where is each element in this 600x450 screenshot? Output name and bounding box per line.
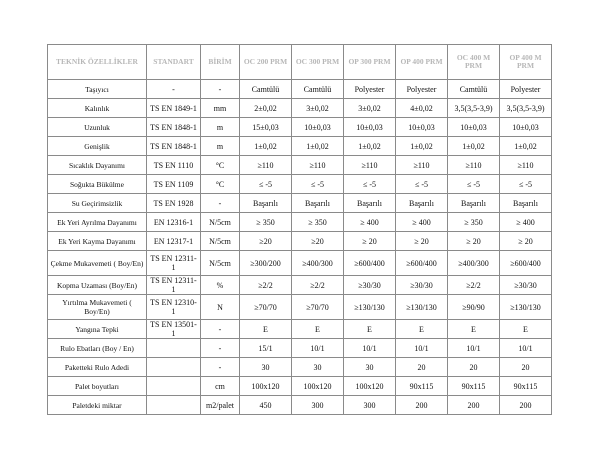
table-cell: mm (201, 99, 240, 118)
table-cell: ≥110 (292, 156, 344, 175)
table-row (48, 358, 552, 377)
table-row (48, 320, 552, 339)
table-cell: TS EN 1928 (147, 194, 201, 213)
table-cell: 1±0,02 (448, 137, 500, 156)
table-row (48, 194, 552, 213)
table-cell: - (201, 80, 240, 99)
table-cell (147, 339, 201, 358)
header-row (48, 45, 552, 80)
table-cell: 300 (344, 396, 396, 415)
table-cell: ≥ 20 (448, 232, 500, 251)
table-cell: Polyester (500, 80, 552, 99)
table-cell: ≥2/2 (292, 276, 344, 295)
row-label-cell: Kopma Uzaması (Boy/En) (48, 276, 147, 295)
table-row (48, 175, 552, 194)
table-cell: 200 (448, 396, 500, 415)
table-cell: ≥20 (240, 232, 292, 251)
table-cell: E (500, 320, 552, 339)
table-cell: - (201, 358, 240, 377)
table-row (48, 156, 552, 175)
table-cell: N (201, 295, 240, 320)
table-cell: ≥ 20 (344, 232, 396, 251)
table-cell: N/5cm (201, 232, 240, 251)
table-cell: ≥ 400 (344, 213, 396, 232)
table-cell: ≥130/130 (396, 295, 448, 320)
spec-table-body (48, 80, 552, 415)
table-cell: 10±0,03 (448, 118, 500, 137)
table-cell: ≥ 350 (292, 213, 344, 232)
header-op-300-prm: OP 300 PRM (344, 45, 396, 80)
row-label-cell: Paletdeki miktar (48, 396, 147, 415)
table-cell: - (201, 194, 240, 213)
table-cell: TS EN 1848-1 (147, 118, 201, 137)
table-cell: m (201, 118, 240, 137)
row-label-cell: Soğukta Bükülme (48, 175, 147, 194)
table-cell: 90x115 (448, 377, 500, 396)
row-label-cell: Çekme Mukavemeti ( Boy/En) (48, 251, 147, 276)
table-cell: TS EN 1109 (147, 175, 201, 194)
table-cell: ≥130/130 (500, 295, 552, 320)
table-cell: 100x120 (292, 377, 344, 396)
header-oc-400-m-prm: OC 400 M PRM (448, 45, 500, 80)
table-cell: TS EN 1849-1 (147, 99, 201, 118)
table-cell: ≥30/30 (344, 276, 396, 295)
table-cell: 10/1 (500, 339, 552, 358)
table-cell: 30 (240, 358, 292, 377)
table-cell: 20 (500, 358, 552, 377)
row-label-cell: Ek Yeri Ayrılma Dayanımı (48, 213, 147, 232)
table-cell: ≥ 20 (396, 232, 448, 251)
table-cell: EN 12317-1 (147, 232, 201, 251)
table-cell: 3±0,02 (344, 99, 396, 118)
row-label-cell: Yırtılma Mukavemeti ( Boy/En) (48, 295, 147, 320)
table-cell: ≥2/2 (240, 276, 292, 295)
header-technical-specs: TEKNİK ÖZELLİKLER (48, 45, 147, 80)
table-cell: - (201, 320, 240, 339)
table-cell: ≥300/200 (240, 251, 292, 276)
table-cell: EN 12316-1 (147, 213, 201, 232)
row-label-cell: Yangına Tepki (48, 320, 147, 339)
table-row (48, 118, 552, 137)
table-cell: ≥ 350 (240, 213, 292, 232)
table-cell: 100x120 (344, 377, 396, 396)
table-cell: 300 (292, 396, 344, 415)
table-cell: ≥110 (240, 156, 292, 175)
table-cell: ≥600/400 (344, 251, 396, 276)
table-row (48, 213, 552, 232)
table-cell: ≤ -5 (448, 175, 500, 194)
row-label-cell: Ek Yeri Kayma Dayanımı (48, 232, 147, 251)
table-cell (147, 396, 201, 415)
header-op-400-m-prm: OP 400 M PRM (500, 45, 552, 80)
table-cell: 100x120 (240, 377, 292, 396)
table-cell: 1±0,02 (240, 137, 292, 156)
table-row (48, 251, 552, 276)
table-cell: 2±0,02 (240, 99, 292, 118)
table-cell: TS EN 12311-1 (147, 276, 201, 295)
table-cell: ≥70/70 (240, 295, 292, 320)
table-cell: 10/1 (396, 339, 448, 358)
table-cell: ≥20 (292, 232, 344, 251)
table-row (48, 276, 552, 295)
table-cell: 30 (292, 358, 344, 377)
table-cell: 10±0,03 (500, 118, 552, 137)
row-label-cell: Su Geçirimsizlik (48, 194, 147, 213)
table-cell: ≥400/300 (292, 251, 344, 276)
table-cell: 15±0,03 (240, 118, 292, 137)
table-cell: m (201, 137, 240, 156)
table-cell: ≥600/400 (396, 251, 448, 276)
header-unit: BİRİM (201, 45, 240, 80)
table-cell: TS EN 12311-1 (147, 251, 201, 276)
row-label-cell: Taşıyıcı (48, 80, 147, 99)
table-cell: 90x115 (396, 377, 448, 396)
table-cell: TS EN 1110 (147, 156, 201, 175)
table-cell: ≥110 (344, 156, 396, 175)
table-cell: 1±0,02 (396, 137, 448, 156)
table-cell: E (240, 320, 292, 339)
table-cell: 20 (448, 358, 500, 377)
table-cell: Başarılı (240, 194, 292, 213)
table-cell: 3,5(3,5-3,9) (500, 99, 552, 118)
table-cell: 10±0,03 (396, 118, 448, 137)
table-row (48, 339, 552, 358)
table-cell: 30 (344, 358, 396, 377)
table-cell: N/5cm (201, 213, 240, 232)
table-cell: TS EN 13501-1 (147, 320, 201, 339)
table-cell: ≥70/70 (292, 295, 344, 320)
table-cell: E (292, 320, 344, 339)
table-cell: ≥400/300 (448, 251, 500, 276)
table-cell: 3±0,02 (292, 99, 344, 118)
table-cell: Camtülü (292, 80, 344, 99)
table-cell: E (396, 320, 448, 339)
table-cell: ≥90/90 (448, 295, 500, 320)
table-cell: 3,5(3,5-3,9) (448, 99, 500, 118)
row-label-cell: Kalınlık (48, 99, 147, 118)
row-label-cell: Rulo Ebatları (Boy / En) (48, 339, 147, 358)
table-cell: - (147, 80, 201, 99)
row-label-cell: Genişlik (48, 137, 147, 156)
table-cell: 200 (500, 396, 552, 415)
table-cell: 450 (240, 396, 292, 415)
table-cell: 1±0,02 (292, 137, 344, 156)
table-row (48, 377, 552, 396)
table-cell: Polyester (344, 80, 396, 99)
table-cell: cm (201, 377, 240, 396)
table-cell: Camtülü (448, 80, 500, 99)
table-row (48, 99, 552, 118)
table-cell: m2/palet (201, 396, 240, 415)
table-cell: % (201, 276, 240, 295)
table-cell: °C (201, 175, 240, 194)
spec-table-container (47, 44, 552, 415)
spec-table (47, 44, 552, 415)
table-row (48, 396, 552, 415)
table-cell (147, 377, 201, 396)
table-cell: - (201, 339, 240, 358)
table-cell: 20 (396, 358, 448, 377)
table-cell: °C (201, 156, 240, 175)
table-cell: 200 (396, 396, 448, 415)
table-cell: 15/1 (240, 339, 292, 358)
table-cell: ≤ -5 (396, 175, 448, 194)
table-cell: N/5cm (201, 251, 240, 276)
table-cell: TS EN 12310-1 (147, 295, 201, 320)
table-cell: 10/1 (292, 339, 344, 358)
table-cell: Başarılı (344, 194, 396, 213)
table-cell: Başarılı (292, 194, 344, 213)
table-cell: Başarılı (448, 194, 500, 213)
table-cell: ≤ -5 (500, 175, 552, 194)
table-cell: Camtülü (240, 80, 292, 99)
header-oc-300-prm: OC 300 PRM (292, 45, 344, 80)
table-cell: 90x115 (500, 377, 552, 396)
table-cell: TS EN 1848-1 (147, 137, 201, 156)
table-cell: ≥30/30 (396, 276, 448, 295)
table-cell (147, 358, 201, 377)
table-row (48, 295, 552, 320)
table-cell: ≥2/2 (448, 276, 500, 295)
table-cell: 1±0,02 (344, 137, 396, 156)
table-cell: Başarılı (396, 194, 448, 213)
header-op-400-prm: OP 400 PRM (396, 45, 448, 80)
table-cell: ≥ 20 (500, 232, 552, 251)
table-cell: ≥ 400 (396, 213, 448, 232)
table-cell: ≥600/400 (500, 251, 552, 276)
table-cell: E (448, 320, 500, 339)
table-cell: 4±0,02 (396, 99, 448, 118)
table-cell: 10±0,03 (292, 118, 344, 137)
header-oc-200-prm: OC 200 PRM (240, 45, 292, 80)
table-cell: ≥30/30 (500, 276, 552, 295)
table-cell: ≥110 (448, 156, 500, 175)
table-cell: ≥130/130 (344, 295, 396, 320)
table-cell: ≥ 350 (448, 213, 500, 232)
table-row (48, 80, 552, 99)
table-row (48, 137, 552, 156)
table-cell: 10/1 (448, 339, 500, 358)
table-cell: E (344, 320, 396, 339)
table-cell: 10/1 (344, 339, 396, 358)
header-standard: STANDART (147, 45, 201, 80)
table-row (48, 232, 552, 251)
row-label-cell: Uzunluk (48, 118, 147, 137)
table-cell: ≥110 (396, 156, 448, 175)
table-cell: 1±0,02 (500, 137, 552, 156)
row-label-cell: Palet boyutları (48, 377, 147, 396)
row-label-cell: Sıcaklık Dayanımı (48, 156, 147, 175)
table-cell: ≥ 400 (500, 213, 552, 232)
table-cell: ≤ -5 (240, 175, 292, 194)
table-cell: ≥110 (500, 156, 552, 175)
table-cell: ≤ -5 (344, 175, 396, 194)
table-cell: Polyester (396, 80, 448, 99)
table-cell: Başarılı (500, 194, 552, 213)
table-cell: 10±0,03 (344, 118, 396, 137)
row-label-cell: Paketteki Rulo Adedi (48, 358, 147, 377)
table-cell: ≤ -5 (292, 175, 344, 194)
